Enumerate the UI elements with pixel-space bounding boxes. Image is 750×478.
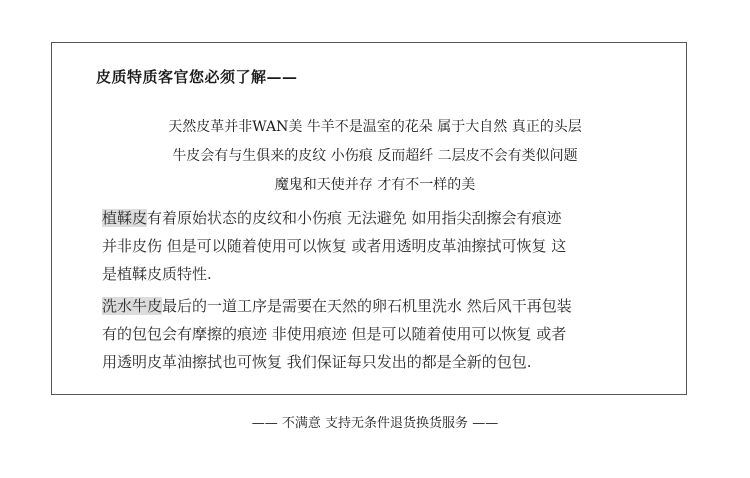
poem-line: 牛皮会有与生俱来的皮纹 小伤痕 反而超纤 二层皮不会有类似问题 <box>172 148 578 164</box>
paragraph-line <box>102 204 642 232</box>
paragraph-line: 并非皮伤 但是可以随着使用可以恢复 或者用透明皮革油擦拭可恢复 这 <box>102 237 567 255</box>
paragraph-washed-leather <box>102 292 642 376</box>
page-title: 皮质特质客官您必须了解—— <box>96 68 298 86</box>
return-policy-footer: —— 不满意 支持无条件退货换货服务 —— <box>251 416 499 431</box>
keyword-highlight: 植鞣皮 <box>102 209 148 227</box>
poem-line: 魔鬼和天使并存 才有不一样的美 <box>274 177 476 193</box>
paragraph-text: 最后的一道工序是需要在天然的卵石机里洗水 然后风干再包装 <box>162 297 572 315</box>
paragraph-veg-tanned <box>102 204 642 288</box>
paragraph-text: 有着原始状态的皮纹和小伤痕 无法避免 如用指尖刮擦会有痕迹 <box>147 209 562 227</box>
paragraph-line: 是植鞣皮质特性. <box>102 265 212 283</box>
paragraph-line <box>102 292 642 320</box>
keyword-highlight: 洗水牛皮 <box>102 297 163 315</box>
poem-line: 天然皮革并非WAN美 牛羊不是温室的花朵 属于大自然 真正的头层 <box>168 119 582 135</box>
paragraph-line: 用透明皮革油擦拭也可恢复 我们保证每只发出的都是全新的包包. <box>102 353 532 371</box>
paragraph-line: 有的包包会有摩擦的痕迹 非使用痕迹 但是可以随着使用可以恢复 或者 <box>102 325 567 343</box>
